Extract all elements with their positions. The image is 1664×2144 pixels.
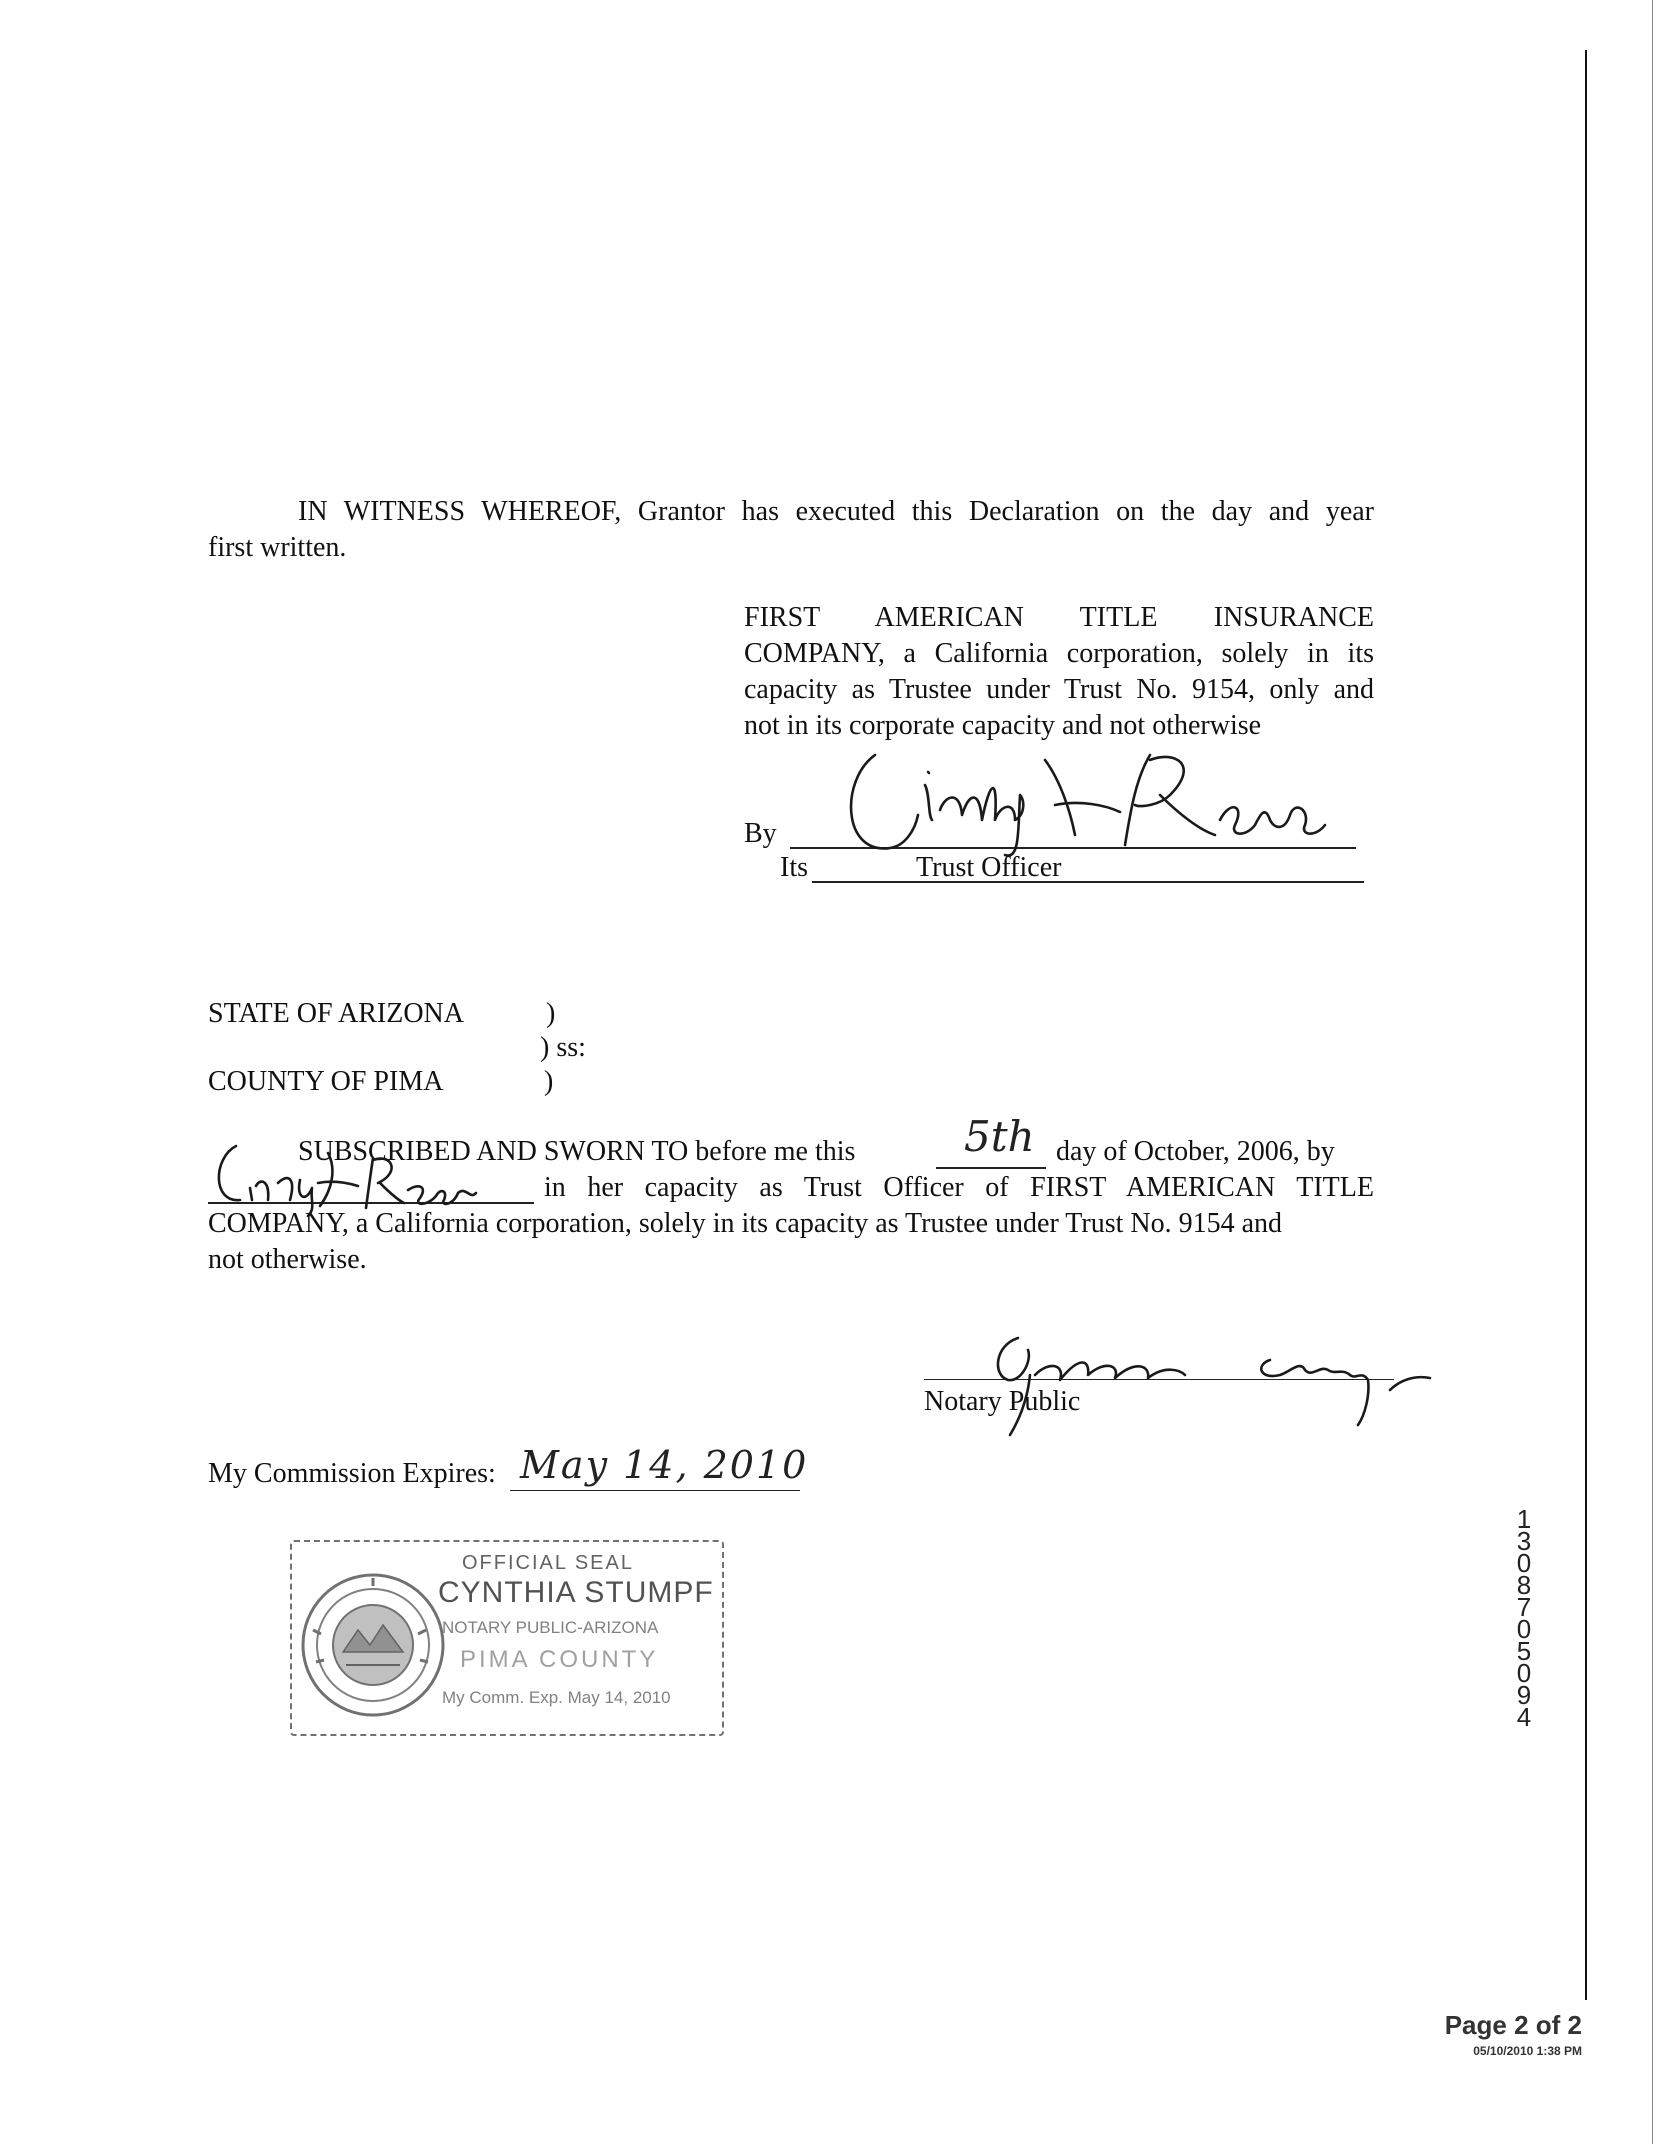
seal-notary-state: NOTARY PUBLIC-ARIZONA [442, 1618, 659, 1637]
venue-county: COUNTY OF PIMA [208, 1066, 444, 1097]
venue-state: STATE OF ARIZONA [208, 998, 464, 1029]
venue-paren-2: ) [544, 1066, 554, 1097]
seal-title: OFFICIAL SEAL [462, 1552, 634, 1574]
jurat-line-3: COMPANY, a California corporation, solely in its capacity as Trustee under Trust No. 9154 and [208, 1208, 1283, 1239]
jurat-day-handwritten: 5th [964, 1112, 1035, 1161]
trust-officer-signature [820, 720, 1340, 870]
seal-county: PIMA COUNTY [460, 1646, 659, 1673]
by-label: By [744, 818, 777, 849]
jurat-signer-signature [208, 1128, 548, 1218]
scan-edge-line [1652, 0, 1653, 2144]
page-number: Page 2 of 2 [1444, 2010, 1582, 2040]
its-label: Its [780, 852, 808, 883]
grantor-line-3: capacity as Trustee under Trust No. 9154, only and [744, 674, 1374, 705]
venue-paren-1: ) [546, 998, 556, 1029]
commission-date-handwritten: May 14, 2010 [520, 1443, 809, 1487]
jurat-line-1-prefix: SUBSCRIBED AND SWORN TO before me this [298, 1136, 856, 1167]
grantor-line-2: COMPANY, a California corporation, solely in its [744, 638, 1374, 669]
jurat-line-1-suffix: day of October, 2006, by [1056, 1136, 1335, 1167]
print-timestamp: 05/10/2010 1:38 PM [1473, 2044, 1582, 2058]
its-line [812, 881, 1364, 883]
jurat-day-line [936, 1167, 1046, 1169]
venue-ss: ) ss: [540, 1032, 586, 1063]
seal-expiration: My Comm. Exp. May 14, 2010 [442, 1688, 671, 1707]
grantor-line-4: not in its corporate capacity and not otherwise [744, 710, 1262, 741]
arizona-seal-icon [298, 1570, 448, 1720]
jurat-line-4: not otherwise. [208, 1244, 367, 1275]
commission-date-line [510, 1490, 800, 1491]
recording-number: 13087 05094 [1516, 1504, 1532, 1732]
page-edge-line [1585, 50, 1587, 2000]
seal-notary-name: CYNTHIA STUMPF [438, 1576, 714, 1609]
grantor-line-1: FIRST AMERICAN TITLE INSURANCE [744, 602, 1374, 633]
witness-line-1: IN WITNESS WHEREOF, Grantor has executed this Declaration on the day and year [298, 496, 1374, 527]
witness-line-2: first written. [208, 532, 347, 563]
notary-public-label: Notary Public [924, 1386, 1081, 1417]
commission-label: My Commission Expires: [208, 1458, 496, 1489]
notary-signature [970, 1320, 1440, 1440]
its-value: Trust Officer [916, 852, 1062, 883]
official-seal-stamp [290, 1540, 724, 1736]
jurat-line-2-text: in her capacity as Trust Officer of FIRST AMERICAN TITLE [544, 1172, 1374, 1203]
